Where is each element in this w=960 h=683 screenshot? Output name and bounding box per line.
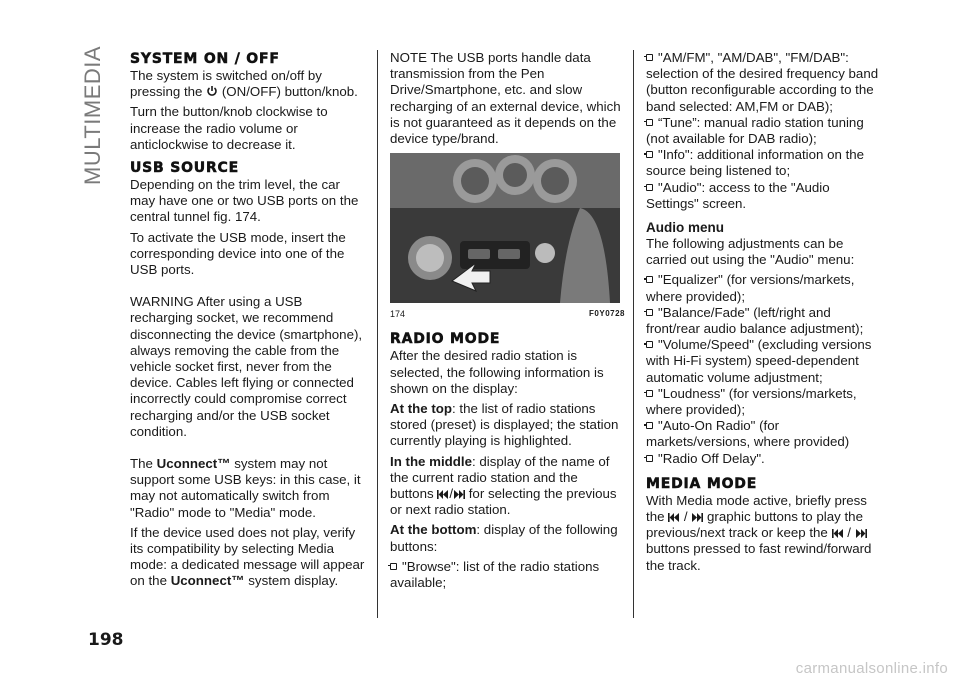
paragraph: To activate the USB mode, insert the corresponding device into one of the USB ports. [130,229,346,278]
text: system display. [248,573,339,589]
paragraph: After the desired radio station is selected, the following information is shown on the display: [390,348,604,396]
text: “Tune”: manual radio station tuning (not available for DAB radio); [646,114,864,147]
text: "Auto-On Radio" (for markets/versions, where provided) [646,418,850,450]
text: buttons pressed to fast rewind/forward the track. [646,541,872,573]
next-icon [453,490,465,499]
bullet-icon [646,151,653,158]
paragraph [390,522,625,554]
bullet-icon [646,54,653,61]
heading-media-mode: MEDIA MODE [646,475,758,492]
column-3 [646,50,882,578]
bullet-icon [646,455,653,462]
list-item [646,451,882,467]
previous-icon [832,529,844,538]
figure-number: 174 [390,309,406,320]
text: The [130,456,153,472]
heading-usb-source: USB SOURCE [130,160,239,177]
column-divider [377,50,378,618]
list-item [646,50,882,115]
paragraph: Depending on the trim level, the car may have one or two USB ports on the central tunnel fig. 174. [130,177,359,225]
previous-icon [437,490,449,499]
warning-paragraph: WARNING After using a USB recharging socket, we recommend disconnecting the device (smartphone), always removing the cable from the vehicle socket first, never from the device. Cables left flying or connected incorrectly could compromise correct recharging and/or the USB socket condition. [130,294,363,439]
list-item [646,115,882,147]
text: "Browse": list of the radio stations available; [390,558,600,591]
paragraph: The following adjustments can be carried out using the "Audio" menu: [646,236,855,268]
list-item [646,305,882,337]
text: graphic buttons to play the previous/next track or keep the [646,509,863,541]
column-2 [390,50,625,591]
paragraph: With Media mode active, briefly press the / graphic buttons to play the previous/next track or keep the / buttons pressed to fast rewind/forward the track. [646,492,872,573]
text: "AM/FM", "AM/DAB", "FM/DAB": selection of the desired frequency band (button reconfigurable according to the band selected: AM,FM or DAB); [646,50,879,114]
list-item [646,386,882,418]
paragraph [130,68,366,100]
watermark-link[interactable]: carmanualsonline.info [795,660,948,677]
previous-icon [668,513,680,522]
column-divider [633,50,634,618]
bullet-icon [390,563,397,570]
text: : display of the following buttons: [390,522,618,554]
text: for selecting the previous or next radio station. [390,486,617,518]
brand-name: Uconnect™ [170,573,245,589]
text: (ON/OFF) button/knob. [221,84,358,100]
page-number: 198 [88,630,124,650]
label: At the top [390,401,453,417]
paragraph [130,525,366,590]
heading-system-on-off: SYSTEM ON / OFF [130,51,280,67]
column-1 [130,50,366,594]
text: The system is switched on/off by [130,68,322,83]
text: With Media mode active, briefly press the [646,492,867,525]
text: : the list of radio stations stored (preset) is displayed; the station currently playing is highlighted. [390,401,619,449]
paragraph [130,456,366,521]
list-item [390,559,625,591]
next-icon [855,529,867,538]
power-icon [206,85,218,97]
section-side-title: MULTIMEDIA [80,45,105,185]
text: "Loudness" (for versions/markets, where provided); [646,385,857,418]
bullet-icon [646,341,653,348]
bullet-icon [646,276,653,283]
list-item [646,272,882,304]
next-icon [691,513,703,522]
heading-radio-mode: RADIO MODE [390,331,501,348]
figure-code: F0Y0728 [589,309,625,319]
bullet-icon [646,422,653,429]
paragraph [390,401,625,450]
text: If the device used does not play, verify its compatibility by selecting Media mode: a dedicated message will appear on the [130,524,365,589]
text: pressing the [130,84,203,100]
text: "Balance/Fade" (left/right and front/rear audio balance adjustment); [646,304,864,337]
list-item [646,180,882,212]
text: "Equalizer" (for versions/markets, where provided); [646,272,855,304]
bullet-icon [646,119,653,126]
list-item [646,147,882,179]
usb-ports-illustration [390,153,620,303]
label: At the bottom [390,522,477,538]
usb-ports-photo [390,153,620,303]
paragraph: In the middle: display of the name of the current radio station and the buttons / for selecting the previous or next radio station. [390,453,617,518]
bullet-icon [646,184,653,191]
bullet-icon [646,390,653,397]
figure-caption [390,306,625,322]
text: "Radio Off Delay". [658,450,765,466]
note-paragraph: NOTE The USB ports handle data transmission from the Pen Drive/Smartphone, etc. and slow recharging of an external device, which is not guaranteed as it depends on the device type/brand. [390,50,621,147]
label: In the middle [390,453,473,469]
heading-audio-menu: Audio menu [646,220,724,236]
brand-name: Uconnect™ [156,456,231,472]
text: "Info": additional information on the source being listened to; [646,147,865,179]
list-item [646,337,882,386]
text: : display of the name of the current radio station and the buttons [390,453,610,502]
text: "Audio": access to the "Audio Settings" screen. [646,179,830,211]
paragraph: Turn the button/knob clockwise to increase the radio volume or anticlockwise to decrease it. [130,104,328,152]
bullet-icon [646,309,653,316]
text: "Volume/Speed" (excluding versions with Hi-Fi system) speed-dependent automatic volume adjustment; [646,337,872,385]
list-item [646,418,882,450]
text: system may not support some USB keys: in this case, it may not automatically switch from "Radio" mode to "Media" mode. [130,456,361,520]
